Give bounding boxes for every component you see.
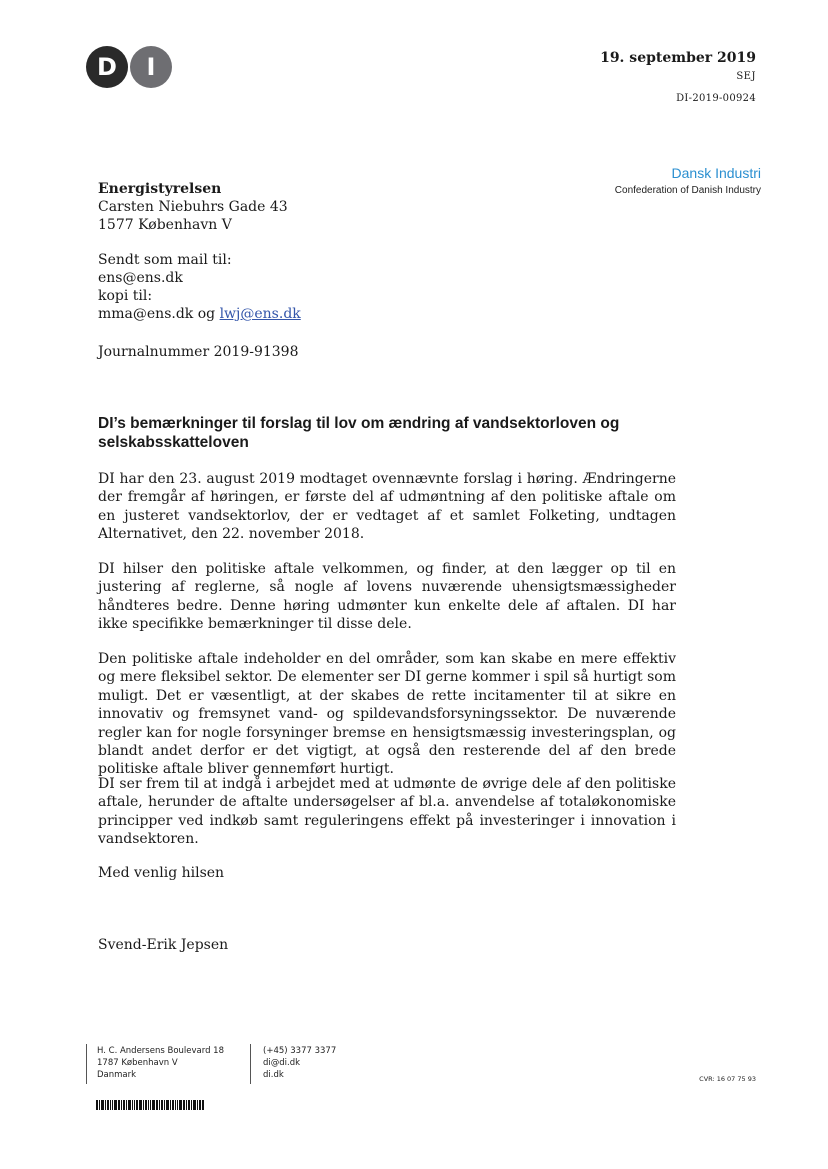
recipient-street: Carsten Niebuhrs Gade 43 bbox=[98, 199, 288, 215]
footer-email: di@di.dk bbox=[263, 1058, 301, 1068]
cc-email-link[interactable]: lwj@ens.dk bbox=[219, 306, 301, 322]
paragraph-2: DI hilser den politiske aftale velkommen, og finder, at den lægger op til en justering af reglerne, så nogle af lovens nuværende uhensigtsmæssigheder håndteres bedre. Denne høring udmønter kun enkelte dele af aftalen. DI har ikke specifikke bemærkninger til disse dele. bbox=[98, 561, 676, 633]
logo-letter-d: D bbox=[86, 46, 128, 88]
cvr-number: CVR: 16 07 75 93 bbox=[699, 1075, 756, 1083]
logo-letter-i: I bbox=[130, 46, 172, 88]
footer-divider bbox=[86, 1044, 87, 1084]
sent-to: ens@ens.dk bbox=[98, 270, 183, 286]
footer-phone: (+45) 3377 3377 bbox=[263, 1046, 337, 1056]
sent-label: Sendt som mail til: bbox=[98, 252, 232, 268]
footer-contact bbox=[263, 1045, 336, 1081]
brand-tagline: Confederation of Danish Industry bbox=[614, 185, 761, 196]
journal-number: Journalnummer 2019-91398 bbox=[98, 344, 299, 360]
sent-block bbox=[98, 251, 301, 323]
footer-website: di.dk bbox=[263, 1070, 284, 1080]
footer-address-line: Danmark bbox=[97, 1070, 137, 1080]
recipient-block bbox=[98, 180, 288, 234]
letter-date: 19. september 2019 bbox=[600, 50, 756, 66]
footer-address bbox=[97, 1045, 224, 1081]
signer-name: Svend-Erik Jepsen bbox=[98, 937, 229, 953]
cc-label: kopi til: bbox=[98, 288, 153, 304]
paragraph-4: DI ser frem til at indgå i arbejdet med at udmønte de øvrige dele af den politiske aftale, herunder de aftalte undersøgelser af bl.a. anvendelse af totaløkonomiske principper ved indkøb samt reguleringens effekt på investeringer i innovation i vandsektoren. bbox=[98, 776, 676, 848]
footer-address-line: H. C. Andersens Boulevard 18 bbox=[97, 1046, 224, 1056]
author-initials: SEJ bbox=[736, 71, 756, 82]
closing-greeting: Med venlig hilsen bbox=[98, 865, 225, 881]
cc-prefix: mma@ens.dk og bbox=[98, 306, 220, 322]
reference-number: DI-2019-00924 bbox=[676, 93, 756, 104]
recipient-city: 1577 København V bbox=[98, 217, 232, 233]
letter-subject: DI’s bemærkninger til forslag til lov om ændring af vandsektorloven og selskabsskatteloven bbox=[98, 415, 620, 451]
paragraph-3: Den politiske aftale indeholder en del områder, som kan skabe en mere effektiv og mere fleksibel sektor. De elementer ser DI gerne kommer i spil så hurtigt som muligt. Det er væsentligt, at der skabes de rette incitamenter til at sikre en innovativ og fremsynet vand- og spildevandsforsyningssektor. De nuværende regler kan for nogle forsyninger bremse en hensigtsmæssig investeringsplan, og blandt andet derfor er det vigtigt, at også den resterende del af den brede politiske aftale bliver gennemført hurtigt. bbox=[98, 651, 676, 778]
barcode bbox=[96, 1100, 222, 1110]
cc-line bbox=[98, 305, 301, 323]
brand-name: Dansk Industri bbox=[671, 165, 761, 181]
recipient-org: Energistyrelsen bbox=[98, 181, 222, 197]
paragraph-1: DI har den 23. august 2019 modtaget ovennævnte forslag i høring. Ændringerne der fremgår af høringen, er første del af udmøntning af den politiske aftale om en justeret vandsektorlov, der er vedtaget af et samlet Folketing, undtagen Alternativet, den 22. november 2018. bbox=[98, 471, 676, 543]
di-logo bbox=[86, 46, 174, 90]
footer-address-line: 1787 København V bbox=[97, 1058, 178, 1068]
footer-divider bbox=[250, 1044, 251, 1084]
